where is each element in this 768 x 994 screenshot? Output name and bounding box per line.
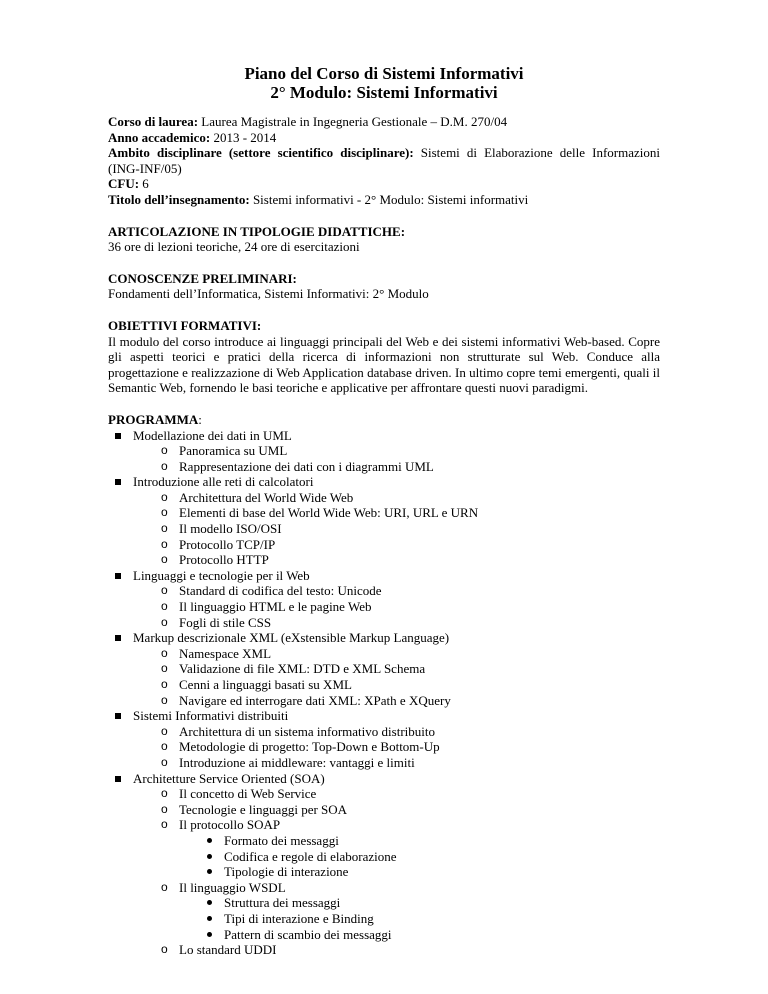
section-title: OBIETTIVI FORMATIVI:: [108, 317, 262, 333]
programma-subtopic: [133, 537, 660, 553]
square-bullet-icon: [115, 479, 121, 485]
circle-bullet-icon: o: [161, 677, 168, 691]
document-subtitle: 2° Modulo: Sistemi Informativi: [270, 83, 498, 102]
section-body: 36 ore di lezioni teoriche, 24 ore di esercitazioni: [108, 239, 360, 255]
subtopic-label: Namespace XML: [179, 645, 272, 661]
subtopic-list: [133, 583, 660, 630]
subtopic-label: Cenni a linguaggi basati su XML: [179, 677, 352, 692]
square-bullet-icon: [115, 635, 121, 641]
topic-label: Linguaggi e tecnologie per il Web: [133, 567, 310, 583]
subtopic-label: Protocollo HTTP: [179, 552, 269, 568]
circle-bullet-icon: o: [161, 599, 168, 614]
programma-subtopic: [133, 443, 660, 459]
subtopic-label: Il modello ISO/OSI: [179, 521, 282, 537]
subtopic-label: Lo standard UDDI: [179, 942, 277, 958]
meta-cfu: CFU: 6: [108, 176, 149, 192]
subtopic-label: Elementi di base del World Wide Web: URI, URL e URN: [179, 505, 479, 521]
programma-subtopic: [133, 505, 660, 521]
subtopic-list: [133, 724, 660, 771]
square-bullet-icon: [115, 713, 121, 719]
subtopic-list: [133, 646, 660, 708]
programma-detail: [179, 849, 660, 865]
programma-detail: [179, 833, 660, 849]
detail-list: [179, 833, 660, 880]
subtopic-list: [133, 443, 660, 474]
circle-bullet-icon: o: [161, 661, 168, 676]
programma-subtopic: [133, 755, 660, 771]
programma-detail: [179, 864, 660, 880]
programma-subtopic: [133, 661, 660, 677]
programma-subtopic: [133, 786, 660, 802]
topic-label: Introduzione alle reti di calcolatori: [133, 474, 314, 490]
circle-bullet-icon: o: [161, 739, 168, 754]
topic-label: Markup descrizionale XML (eXstensible Markup Language): [133, 630, 450, 646]
programma-subtopic: [133, 583, 660, 599]
topic-label: Sistemi Informativi distribuiti: [133, 708, 289, 724]
subtopic-label: Fogli di stile CSS: [179, 614, 272, 630]
subtopic-label: Rappresentazione dei dati con i diagrammi UML: [179, 458, 434, 474]
circle-bullet-icon: o: [161, 692, 168, 707]
section-programma: [108, 412, 660, 958]
section-body: Fondamenti dell’Informatica, Sistemi Informativi: 2° Modulo: [108, 286, 429, 302]
meta-titolo: Titolo dell’insegnamento: Sistemi informativi - 2° Modulo: Sistemi informativi: [108, 191, 529, 207]
subtopic-label: Architettura del World Wide Web: [179, 489, 354, 505]
programma-subtopic: [133, 646, 660, 662]
circle-bullet-icon: o: [161, 879, 168, 894]
programma-subtopic: [133, 724, 660, 740]
programma-detail: [179, 927, 660, 943]
square-bullet-icon: [115, 573, 121, 579]
subtopic-label: Il linguaggio WSDL: [179, 879, 286, 895]
subtopic-label: Standard di codifica del testo: Unicode: [179, 583, 382, 599]
programma-subtopic: [133, 802, 660, 818]
meta-corso: Corso di laurea: Laurea Magistrale in Ingegneria Gestionale – D.M. 270/04: [108, 114, 508, 129]
detail-label: Tipologie di interazione: [224, 864, 349, 880]
subtopic-list: [133, 490, 660, 568]
dot-bullet-icon: [207, 869, 212, 874]
square-bullet-icon: [115, 433, 121, 439]
section-obiettivi: [108, 318, 660, 396]
dot-bullet-icon: [207, 900, 212, 905]
programma-topic: [108, 474, 660, 568]
programma-list: [108, 428, 660, 958]
programma-subtopic: [133, 459, 660, 475]
programma-detail: [179, 895, 660, 911]
subtopic-list: [133, 786, 660, 958]
dot-bullet-icon: [207, 916, 212, 921]
subtopic-label: Panoramica su UML: [179, 443, 288, 459]
programma-subtopic: [133, 942, 660, 958]
programma-topic: [108, 568, 660, 630]
meta-ambito: Ambito disciplinare (settore scientifico disciplinare): Sistemi di Elaborazione delle Informazioni (ING-INF/05): [108, 145, 660, 176]
programma-subtopic: [133, 552, 660, 568]
circle-bullet-icon: o: [161, 521, 168, 536]
programma-subtopic: [133, 677, 660, 693]
programma-subtopic: [133, 615, 660, 631]
circle-bullet-icon: o: [161, 645, 168, 660]
course-metadata: [108, 114, 660, 208]
subtopic-label: Il linguaggio HTML e le pagine Web: [179, 599, 372, 615]
programma-subtopic: [133, 880, 660, 942]
topic-label: Architetture Service Oriented (SOA): [133, 770, 325, 786]
programma-topic: [108, 708, 660, 770]
section-title: CONOSCENZE PRELIMINARI:: [108, 270, 297, 286]
circle-bullet-icon: o: [161, 443, 168, 458]
circle-bullet-icon: o: [161, 723, 168, 738]
square-bullet-icon: [115, 776, 121, 782]
topic-label: Modellazione dei dati in UML: [133, 427, 292, 443]
programma-topic: [108, 630, 660, 708]
circle-bullet-icon: o: [161, 801, 168, 816]
meta-anno: Anno accademico: 2013 - 2014: [108, 129, 277, 145]
subtopic-label: Tecnologie e linguaggi per SOA: [179, 801, 348, 817]
circle-bullet-icon: o: [161, 817, 168, 832]
subtopic-label: Il protocollo SOAP: [179, 817, 281, 833]
dot-bullet-icon: [207, 932, 212, 937]
circle-bullet-icon: o: [161, 505, 168, 520]
circle-bullet-icon: o: [161, 489, 168, 504]
section-title: ARTICOLAZIONE IN TIPOLOGIE DIDATTICHE:: [108, 223, 406, 239]
section-body: Il modulo del corso introduce ai linguaggi principali del Web e dei sistemi informativi Web-based. Copre gli aspetti teorici e pratici della ricerca di informazioni non strutturate sul Web. Conduce alla progettazione e realizzazione di Web Application database driven. In ultimo copre temi emergenti, quali il Semantic Web, fornendo le basi teoriche e applicative per affrontare questi nuovi paradigmi.: [108, 333, 660, 396]
detail-label: Tipi di interazione e Binding: [224, 910, 374, 926]
programma-subtopic: [133, 521, 660, 537]
detail-label: Pattern di scambio dei messaggi: [224, 926, 392, 942]
subtopic-label: Protocollo TCP/IP: [179, 536, 276, 552]
subtopic-label: Architettura di un sistema informativo distribuito: [179, 723, 435, 739]
programma-subtopic: [133, 739, 660, 755]
programma-subtopic: [133, 817, 660, 879]
dot-bullet-icon: [207, 854, 212, 859]
subtopic-label: Metodologie di progetto: Top-Down e Bottom-Up: [179, 739, 440, 755]
detail-label: Formato dei messaggi: [224, 832, 339, 848]
subtopic-label: Il concetto di Web Service: [179, 786, 317, 802]
detail-list: [179, 895, 660, 942]
programma-subtopic: [133, 693, 660, 709]
circle-bullet-icon: o: [161, 614, 168, 629]
programma-topic: [108, 771, 660, 958]
section-title: PROGRAMMA:: [108, 411, 202, 427]
section-articolazione: [108, 224, 660, 255]
circle-bullet-icon: o: [161, 942, 168, 957]
dot-bullet-icon: [207, 838, 212, 843]
programma-subtopic: [133, 599, 660, 615]
section-conoscenze: [108, 271, 660, 302]
detail-label: Codifica e regole di elaborazione: [224, 848, 397, 864]
circle-bullet-icon: o: [161, 754, 168, 769]
document-title: Piano del Corso di Sistemi Informativi: [244, 64, 524, 83]
subtopic-label: Introduzione ai middleware: vantaggi e limiti: [179, 754, 415, 770]
subtopic-label: Navigare ed interrogare dati XML: XPath e XQuery: [179, 692, 451, 708]
programma-detail: [179, 911, 660, 927]
circle-bullet-icon: o: [161, 583, 168, 598]
subtopic-label: Validazione di file XML: DTD e XML Schema: [179, 661, 426, 677]
circle-bullet-icon: o: [161, 536, 168, 551]
circle-bullet-icon: o: [161, 458, 168, 473]
circle-bullet-icon: o: [161, 786, 168, 801]
circle-bullet-icon: o: [161, 552, 168, 567]
programma-topic: [108, 428, 660, 475]
detail-label: Struttura dei messaggi: [224, 895, 341, 911]
programma-subtopic: [133, 490, 660, 506]
